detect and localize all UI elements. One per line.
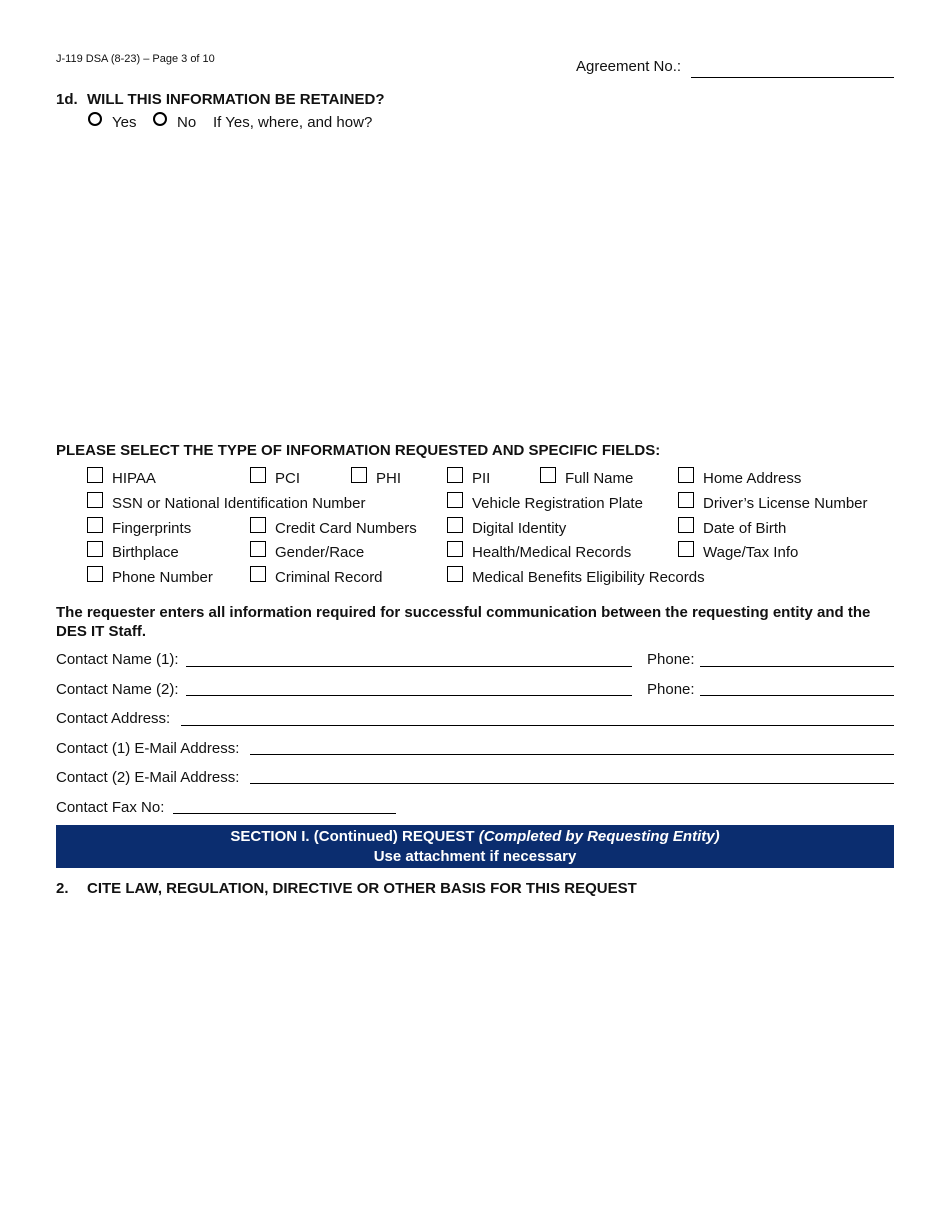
retained-yes-label: Yes [112, 114, 137, 131]
gender-race-label: Gender/Race [275, 544, 365, 561]
birthplace-checkbox[interactable] [87, 541, 103, 557]
medical-benefits-label: Medical Benefits Eligibility Records [472, 569, 705, 586]
agreement-number-label: Agreement No.: [576, 58, 682, 75]
wage-tax-checkbox[interactable] [678, 541, 694, 557]
ssn-label: SSN or National Identification Number [112, 495, 366, 512]
question-1d-number: 1d. [56, 91, 78, 108]
credit-card-label: Credit Card Numbers [275, 520, 417, 537]
contact-name-2-label: Contact Name (2): [56, 681, 179, 698]
digital-identity-label: Digital Identity [472, 520, 567, 537]
contact-intro-text: The requester enters all information required for successful communication between the requesting entity and the DES IT Staff. [56, 604, 871, 640]
pci-label: PCI [275, 470, 301, 487]
email-1-field[interactable] [250, 754, 894, 755]
gender-race-checkbox[interactable] [250, 541, 266, 557]
phi-checkbox[interactable] [351, 467, 367, 483]
phone-2-label: Phone: [647, 681, 695, 698]
email-1-label: Contact (1) E-Mail Address: [56, 740, 240, 757]
birthplace-label: Birthplace [112, 544, 179, 561]
criminal-record-checkbox[interactable] [250, 566, 266, 582]
section-banner [56, 825, 894, 868]
wage-tax-label: Wage/Tax Info [703, 544, 799, 561]
full-name-label: Full Name [565, 470, 634, 487]
retained-no-label: No [177, 114, 197, 131]
drivers-license-label: Driver’s License Number [703, 495, 868, 512]
info-type-heading: PLEASE SELECT THE TYPE OF INFORMATION REQUESTED AND SPECIFIC FIELDS: [56, 442, 661, 459]
phone-number-checkbox[interactable] [87, 566, 103, 582]
form-id: J-119 DSA (8-23) – Page 3 of 10 [56, 53, 215, 65]
digital-identity-checkbox[interactable] [447, 517, 463, 533]
contact-address-field[interactable] [181, 725, 894, 726]
pci-checkbox[interactable] [250, 467, 266, 483]
phi-label: PHI [376, 470, 402, 487]
contact-name-1-field[interactable] [186, 666, 632, 667]
fingerprints-checkbox[interactable] [87, 517, 103, 533]
hipaa-label: HIPAA [112, 470, 156, 487]
phone-2-field[interactable] [700, 695, 894, 696]
phone-1-field[interactable] [700, 666, 894, 667]
section-2-number: 2. [56, 880, 69, 897]
contact-name-1-label: Contact Name (1): [56, 651, 179, 668]
vehicle-plate-label: Vehicle Registration Plate [472, 495, 643, 512]
email-2-label: Contact (2) E-Mail Address: [56, 769, 240, 786]
date-of-birth-label: Date of Birth [703, 520, 787, 537]
full-name-checkbox[interactable] [540, 467, 556, 483]
home-address-checkbox[interactable] [678, 467, 694, 483]
pii-checkbox[interactable] [447, 467, 463, 483]
credit-card-checkbox[interactable] [250, 517, 266, 533]
section-2-answer-area[interactable] [87, 905, 894, 1205]
agreement-number-field[interactable] [691, 77, 894, 78]
retained-answer-area[interactable] [87, 140, 894, 420]
criminal-record-label: Criminal Record [275, 569, 383, 586]
hipaa-checkbox[interactable] [87, 467, 103, 483]
section-2-title: CITE LAW, REGULATION, DIRECTIVE OR OTHER BASIS FOR THIS REQUEST [87, 880, 637, 897]
fax-field[interactable] [173, 813, 396, 814]
date-of-birth-checkbox[interactable] [678, 517, 694, 533]
retained-no-radio[interactable] [153, 112, 167, 126]
vehicle-plate-checkbox[interactable] [447, 492, 463, 508]
question-1d-text: WILL THIS INFORMATION BE RETAINED? [87, 91, 385, 108]
home-address-label: Home Address [703, 470, 802, 487]
health-records-checkbox[interactable] [447, 541, 463, 557]
health-records-label: Health/Medical Records [472, 544, 632, 561]
fax-label: Contact Fax No: [56, 799, 165, 816]
fingerprints-label: Fingerprints [112, 520, 192, 537]
banner-title-italic: (Completed by Requesting Entity) [478, 828, 720, 845]
banner-title: SECTION I. (Continued) REQUEST [230, 828, 475, 845]
retained-followup-prompt: If Yes, where, and how? [213, 114, 373, 131]
pii-label: PII [472, 470, 491, 487]
phone-1-label: Phone: [647, 651, 695, 668]
contact-address-label: Contact Address: [56, 710, 171, 727]
email-2-field[interactable] [250, 783, 894, 784]
banner-subtitle: Use attachment if necessary [373, 848, 577, 865]
retained-yes-radio[interactable] [88, 112, 102, 126]
ssn-checkbox[interactable] [87, 492, 103, 508]
drivers-license-checkbox[interactable] [678, 492, 694, 508]
medical-benefits-checkbox[interactable] [447, 566, 463, 582]
contact-name-2-field[interactable] [186, 695, 632, 696]
phone-number-label: Phone Number [112, 569, 213, 586]
